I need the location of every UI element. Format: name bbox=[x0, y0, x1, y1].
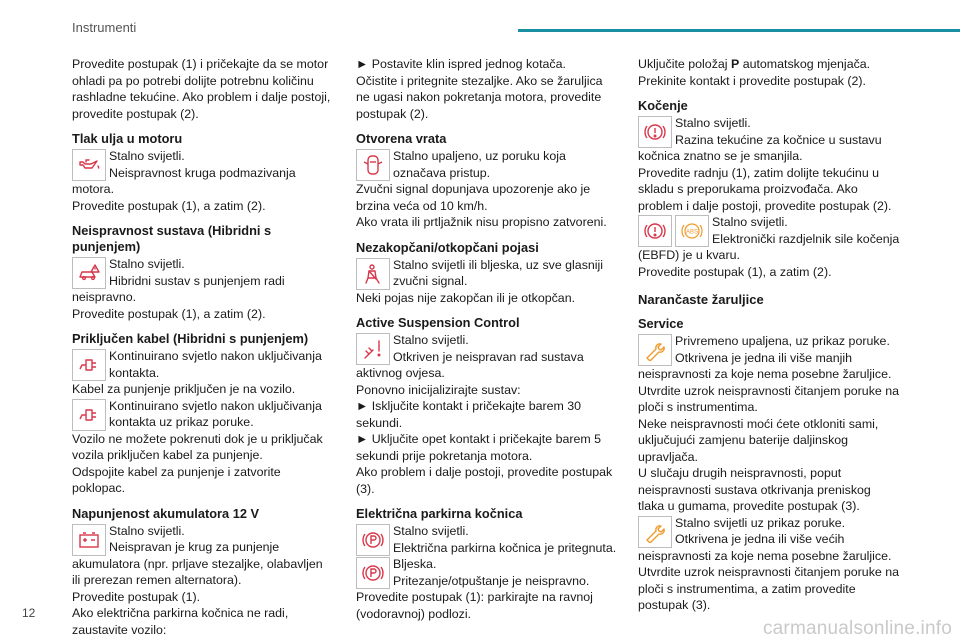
open-door-heading: Otvorena vrata bbox=[356, 131, 447, 146]
cable-connected-item-2 bbox=[72, 398, 334, 497]
svg-text:ABS: ABS bbox=[685, 229, 699, 236]
coolant-intro-text: Provedite postupak (1) i pričekajte da se motor ohladi pa po potrebi dolijte potrebnu količinu rashladne tekućine. Ako problem i dalje postoji, provedite postupak (2). bbox=[72, 57, 331, 121]
brake-warning-icon bbox=[638, 215, 672, 247]
page-number: 12 bbox=[22, 606, 36, 620]
active-suspension-text: Stalno svijetli. Otkriven je neispravan rad sustava aktivnog ovjesa. Ponovno inicijalizirajte sustav: ► Isključite kontakt i pričekajte barem 30 sekundi. ► Uključite opet kontakt i pričekajte barem 5 sekundi prije pokretanja motora. Ako problem i dalje postoji, provedite postupak (3). bbox=[356, 333, 613, 496]
parking-brake-continued-text bbox=[638, 56, 900, 89]
oil-pressure-item bbox=[72, 148, 334, 214]
abs-icon bbox=[675, 215, 709, 247]
oil-pressure-text: Stalno svijetli. Neispravnost kruga podmazivanja motora. Provedite postupak (1), a zatim (2). bbox=[72, 149, 296, 213]
service-text-2: Stalno svijetli uz prikaz poruke. Otkrivena je jedna ili više većih neispravnosti za koje nema posebne žaruljice. Utvrdite uzrok neispravnosti čitanjem poruke na ploči s instrumentima, a zatim provedite postupak (3). bbox=[638, 515, 900, 612]
column-2 bbox=[356, 56, 618, 622]
car-warning-icon bbox=[72, 257, 106, 289]
column-1 bbox=[72, 56, 334, 638]
cable-connected-text-1: Kontinuirano svjetlo nakon uključivanja kontakta. Kabel za punjenje priključen je na vozilo. bbox=[72, 349, 322, 396]
wrench-icon bbox=[638, 334, 672, 366]
active-suspension-heading: Active Suspension Control bbox=[356, 315, 520, 330]
charging-plug-icon bbox=[72, 349, 106, 381]
intro-suffix: automatskog mjenjača. Prekinite kontakt i provedite postupak (2). bbox=[638, 57, 871, 88]
cable-connected-item-1 bbox=[72, 348, 334, 398]
page-header-title: Instrumenti bbox=[72, 20, 137, 35]
braking-text-1: Stalno svijetli. Razina tekućine za kočnice u sustavu kočnica znatno se je smanjila. Provedite radnju (1), zatim dolijte tekućinu u skladu s preporukama proizvođača. Ako problem i dalje postoji, provedite postupak (2). bbox=[638, 116, 892, 213]
watermark: carmanualsonline.info bbox=[762, 618, 952, 639]
service-item-2 bbox=[638, 515, 900, 614]
parking-brake-icon bbox=[356, 524, 390, 556]
intro-prefix: Uključite položaj bbox=[638, 57, 731, 71]
seatbelt-heading: Nezakopčani/otkopčani pojasi bbox=[356, 239, 539, 255]
cable-connected-text-2: Kontinuirano svjetlo nakon uključivanja kontakta uz prikaz poruke. Vozilo ne možete pokrenuti dok je u priključak vozila priključen kabel za punjenje. Odspojite kabel za punjenje i zatvorite poklopac. bbox=[72, 398, 323, 495]
active-suspension-item bbox=[356, 332, 618, 497]
braking-item-1 bbox=[638, 115, 900, 214]
parking-brake-icon bbox=[356, 557, 390, 589]
header-accent-bar bbox=[518, 29, 960, 32]
service-heading: Service bbox=[638, 316, 684, 331]
braking-heading: Kočenje bbox=[638, 98, 688, 113]
battery-continued-text: ► Postavite klin ispred jednog kotača. Očistite i pritegnite stezaljke. Ako se žaruljica ne ugasi nakon pokretanja motora, provedite postupak (2). bbox=[356, 57, 603, 121]
battery-text: Stalno svijetli. Neispravan je krug za punjenje akumulatora (npr. prljave stezaljke, olabavljen ili prerezan remen alternatora). Provedite postupak (1). Ako električna parkirna kočnica ne radi, zaustavite vozilo: bbox=[72, 523, 323, 637]
open-door-text: Stalno upaljeno, uz poruku koja označava pristup. Zvučni signal dopunjava upozorenje ako je brzina veća od 10 km/h. Ako vrata ili prtljažnik nisu propisno zatvoreni. bbox=[356, 149, 607, 229]
open-door-item bbox=[356, 148, 618, 231]
orange-lights-heading: Narančaste žaruljice bbox=[638, 292, 764, 307]
oil-pressure-heading: Tlak ulja u motoru bbox=[72, 131, 183, 146]
charging-plug-icon bbox=[72, 399, 106, 431]
parking-brake-item-2 bbox=[356, 556, 618, 622]
battery-icon bbox=[72, 524, 106, 556]
battery-item bbox=[72, 523, 334, 639]
hybrid-fault-heading: Neispravnost sustava (Hibridni s punjenjem) bbox=[72, 223, 272, 254]
cable-connected-heading: Priključen kabel (Hibridni s punjenjem) bbox=[72, 331, 309, 346]
service-text-1: Privremeno upaljena, uz prikaz poruke. Otkrivena je jedna ili više manjih neispravnosti za koje nema posebne žaruljice. Utvrdite uzrok neispravnosti čitanjem poruke na ploči s instrumentima. Neke neispravnosti moći ćete otkloniti sami, uključujući zamjenu baterije daljinskog upravljača. U slučaju drugih neispravnosti, poput neispravnosti sustava otkrivanja preniskog tlaka u gumama, provedite postupak (3). bbox=[638, 334, 900, 513]
parking-brake-heading: Električna parkirna kočnica bbox=[356, 506, 523, 521]
column-3 bbox=[638, 56, 900, 614]
parking-brake-text-2: Bljeska. Pritezanje/otpuštanje je neispravno. Provedite postupak (1): parkirajte na ravnoj (vodoravnoj) podlozi. bbox=[356, 557, 593, 621]
seatbelt-icon bbox=[356, 258, 390, 290]
battery-heading: Napunjenost akumulatora 12 V bbox=[72, 505, 260, 521]
seatbelt-item bbox=[356, 257, 618, 307]
hybrid-fault-item bbox=[72, 256, 334, 322]
oil-can-icon bbox=[72, 149, 106, 181]
brake-warning-icon bbox=[638, 116, 672, 148]
service-item-1 bbox=[638, 333, 900, 515]
open-door-car-icon bbox=[356, 149, 390, 181]
parking-brake-item-1 bbox=[356, 523, 618, 556]
parking-brake-text-1: Stalno svijetli. Električna parkirna kočnica je pritegnuta. bbox=[393, 524, 617, 555]
gear-p-label: P bbox=[730, 57, 740, 71]
braking-text-2: Stalno svijetli. Elektronički razdjelnik sile kočenja (EBFD) je u kvaru. Provedite postupak (1), a zatim (2). bbox=[638, 215, 900, 279]
suspension-warning-icon bbox=[356, 333, 390, 365]
hybrid-fault-text: Stalno svijetli. Hibridni sustav s punjenjem radi neispravno. Provedite postupak (1), a zatim (2). bbox=[72, 257, 285, 321]
seatbelt-text: Stalno svijetli ili bljeska, uz sve glasniji zvučni signal. Neki pojas nije zakopčan ili je otkopčan. bbox=[356, 257, 604, 305]
wrench-icon bbox=[638, 516, 672, 548]
braking-item-2 bbox=[638, 214, 900, 280]
